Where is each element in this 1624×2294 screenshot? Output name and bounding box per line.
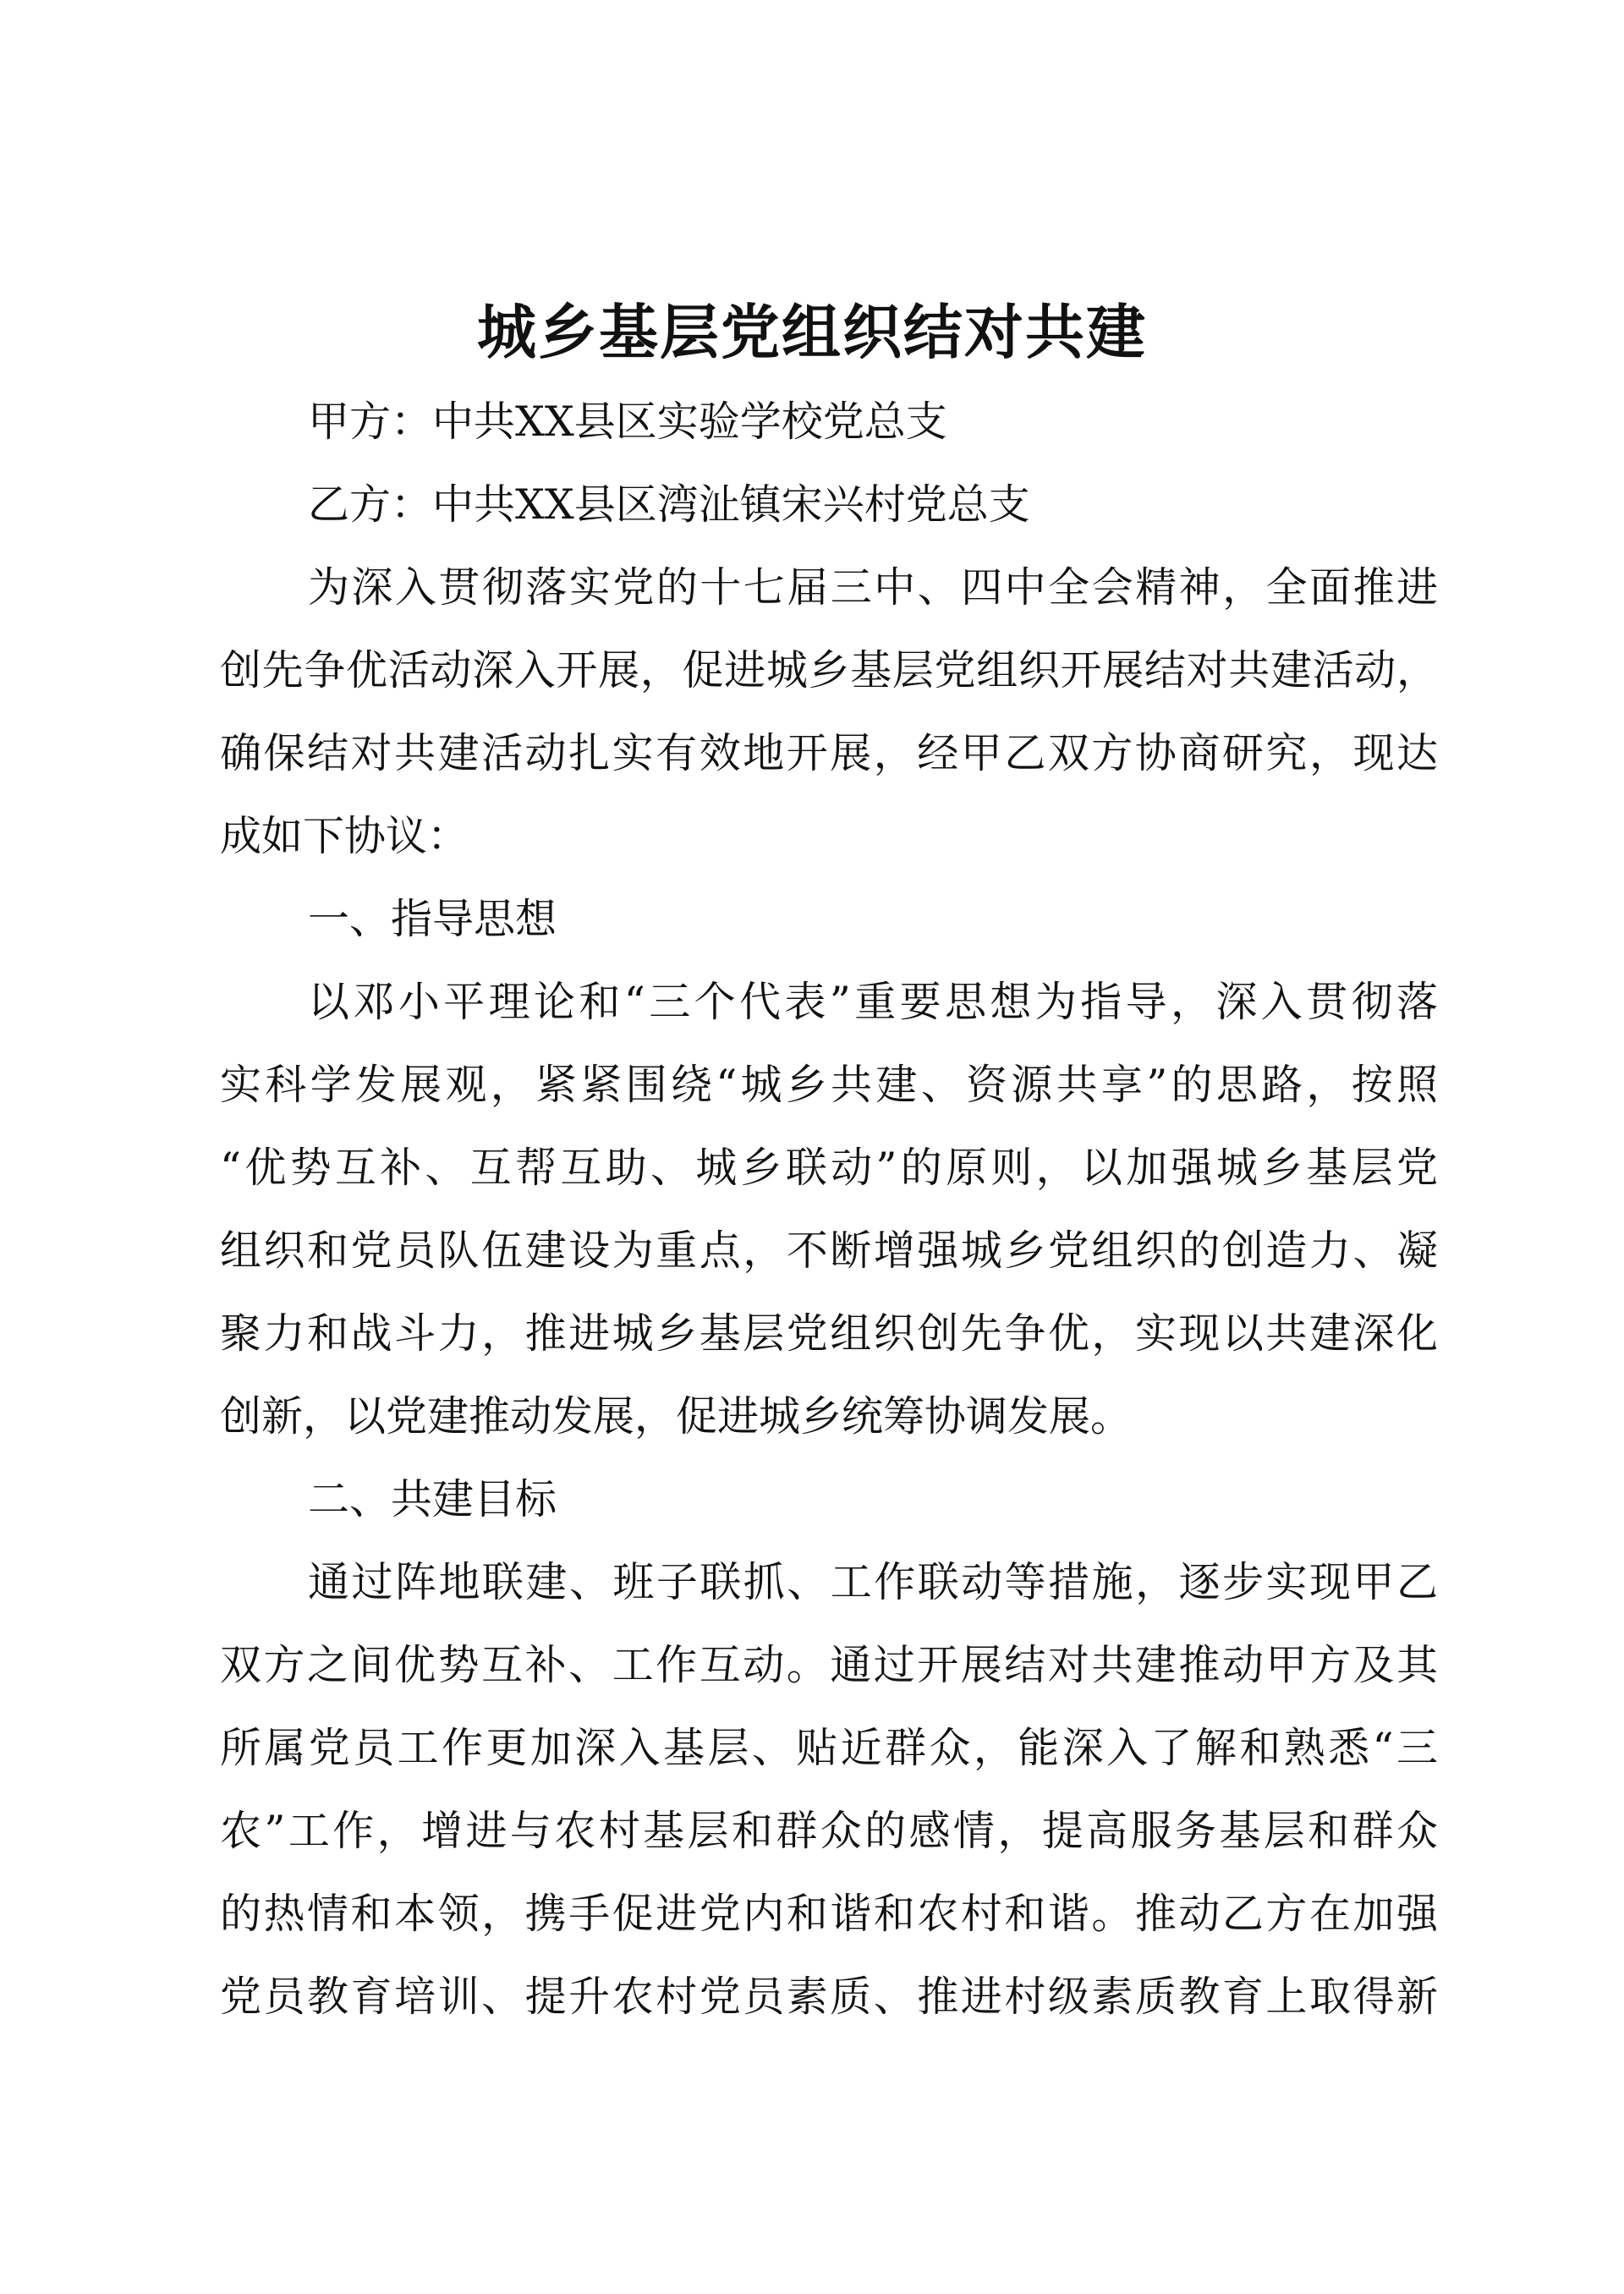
paragraph-line: “优势互补、互帮互助、城乡联动”的原则，以加强城乡基层党 xyxy=(220,1144,1438,1192)
paragraph-line: 创先争优活动深入开展，促进城乡基层党组织开展结对共建活动， xyxy=(220,646,1438,694)
paragraph-line: 成如下协议： xyxy=(220,812,469,860)
paragraph-line: 为深入贯彻落实党的十七届三中、四中全会精神，全面推进 xyxy=(308,563,1438,612)
paragraph-line: 党员教育培训、提升农村党员素质、推进村级素质教育上取得新 xyxy=(220,1973,1438,2021)
section-heading: 二、共建目标 xyxy=(308,1475,557,1523)
paragraph-line: 创新，以党建推动发展，促进城乡统筹协调发展。 xyxy=(220,1392,1133,1441)
paragraph-line: 的热情和本领，携手促进党内和谐和农村和谐。推动乙方在加强 xyxy=(220,1890,1438,1938)
document-title: 城乡基层党组织结对共建 xyxy=(477,297,1147,367)
section-heading: 一、指导思想 xyxy=(308,895,557,943)
paragraph-line: 所属党员工作更加深入基层、贴近群众，能深入了解和熟悉“三 xyxy=(220,1724,1438,1772)
paragraph-line: 确保结对共建活动扎实有效地开展，经甲乙双方协商研究，现达 xyxy=(220,729,1438,777)
paragraph-line: 通过阵地联建、班子联抓、工作联动等措施，逐步实现甲乙 xyxy=(308,1558,1438,1606)
paragraph-line: 组织和党员队伍建设为重点，不断增强城乡党组织的创造力、凝 xyxy=(220,1227,1438,1275)
paragraph-line: 双方之间优势互补、工作互动。通过开展结对共建推动甲方及其 xyxy=(220,1641,1438,1689)
paragraph-line: 农”工作，增进与农村基层和群众的感情，提高服务基层和群众 xyxy=(220,1807,1438,1855)
paragraph-line: 实科学发展观，紧紧围绕“城乡共建、资源共享”的思路，按照 xyxy=(220,1061,1438,1109)
paragraph-line: 聚力和战斗力，推进城乡基层党组织创先争优，实现以共建深化 xyxy=(220,1309,1438,1358)
party-a-line: 甲方：中共XX县区实验学校党总支 xyxy=(308,398,947,446)
document-body xyxy=(220,381,1438,2039)
party-b-line: 乙方：中共XX县区湾沚镇宋兴村党总支 xyxy=(308,480,1030,529)
paragraph-line: 以邓小平理论和“三个代表”重要思想为指导，深入贯彻落 xyxy=(308,978,1438,1026)
